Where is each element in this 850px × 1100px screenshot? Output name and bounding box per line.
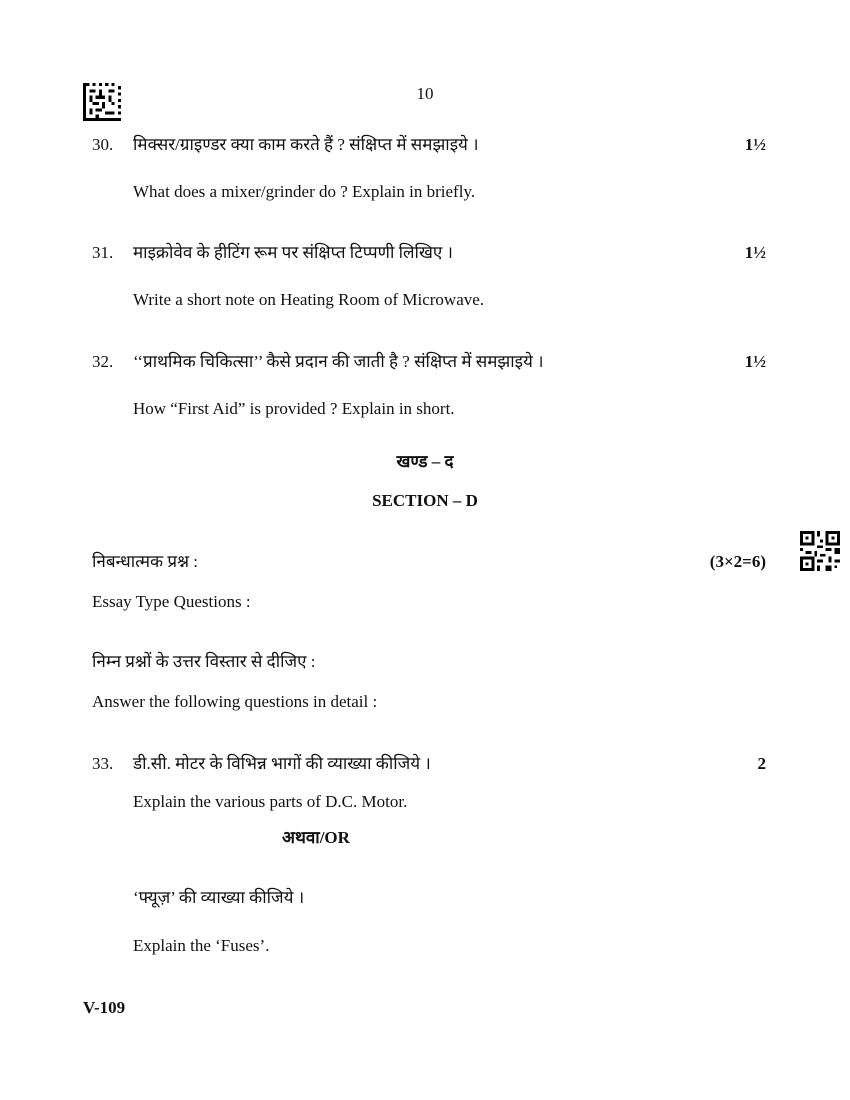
question-marks: 1½ — [744, 352, 766, 371]
section-title-english: SECTION – D — [372, 491, 478, 510]
question-marks: 1½ — [744, 135, 766, 154]
question-text-english: How “First Aid” is provided ? Explain in short. — [133, 399, 455, 418]
question-number: 33. — [92, 754, 114, 773]
qr-code-icon — [800, 531, 840, 571]
question-text-hindi: माइक्रोवेव के हीटिंग रूम पर संक्षिप्त टिप्पणी लिखिए । — [133, 243, 453, 262]
page-number: 10 — [416, 84, 434, 103]
alternate-question-hindi: ‘फ्यूज़’ की व्याख्या कीजिये । — [133, 888, 305, 907]
question-text-hindi: मिक्सर/ग्राइण्डर क्या काम करते हैं ? संक्षिप्त में समझाइये । — [133, 135, 479, 154]
question-marks: 1½ — [744, 243, 766, 262]
question-number: 30. — [92, 135, 114, 154]
question-number: 32. — [92, 352, 114, 371]
question-marks: 2 — [757, 754, 766, 773]
question-number: 31. — [92, 243, 114, 262]
question-text-hindi: डी.सी. मोटर के विभिन्न भागों की व्याख्या कीजिये । — [133, 754, 431, 773]
question-text-english: Write a short note on Heating Room of Microwave. — [133, 290, 485, 309]
question-type-hindi: निबन्धात्मक प्रश्न : — [92, 552, 199, 571]
instruction-english: Answer the following questions in detail : — [92, 692, 378, 711]
section-marks: (3×2=6) — [709, 552, 766, 571]
question-text-english: What does a mixer/grinder do ? Explain in briefly. — [133, 182, 476, 201]
question-text-english: Explain the various parts of D.C. Motor. — [133, 792, 408, 811]
question-type-english: Essay Type Questions : — [92, 592, 251, 611]
section-title-hindi: खण्ड – द — [396, 452, 454, 471]
or-separator: अथवा/OR — [282, 828, 350, 847]
question-text-hindi: ‘‘प्राथमिक चिकित्सा’’ कैसे प्रदान की जाती है ? संक्षिप्त में समझाइये । — [133, 352, 544, 371]
alternate-question-english: Explain the ‘Fuses’. — [133, 936, 270, 955]
footer-code: V-109 — [83, 998, 126, 1017]
instruction-hindi: निम्न प्रश्नों के उत्तर विस्तार से दीजिए : — [92, 652, 316, 671]
